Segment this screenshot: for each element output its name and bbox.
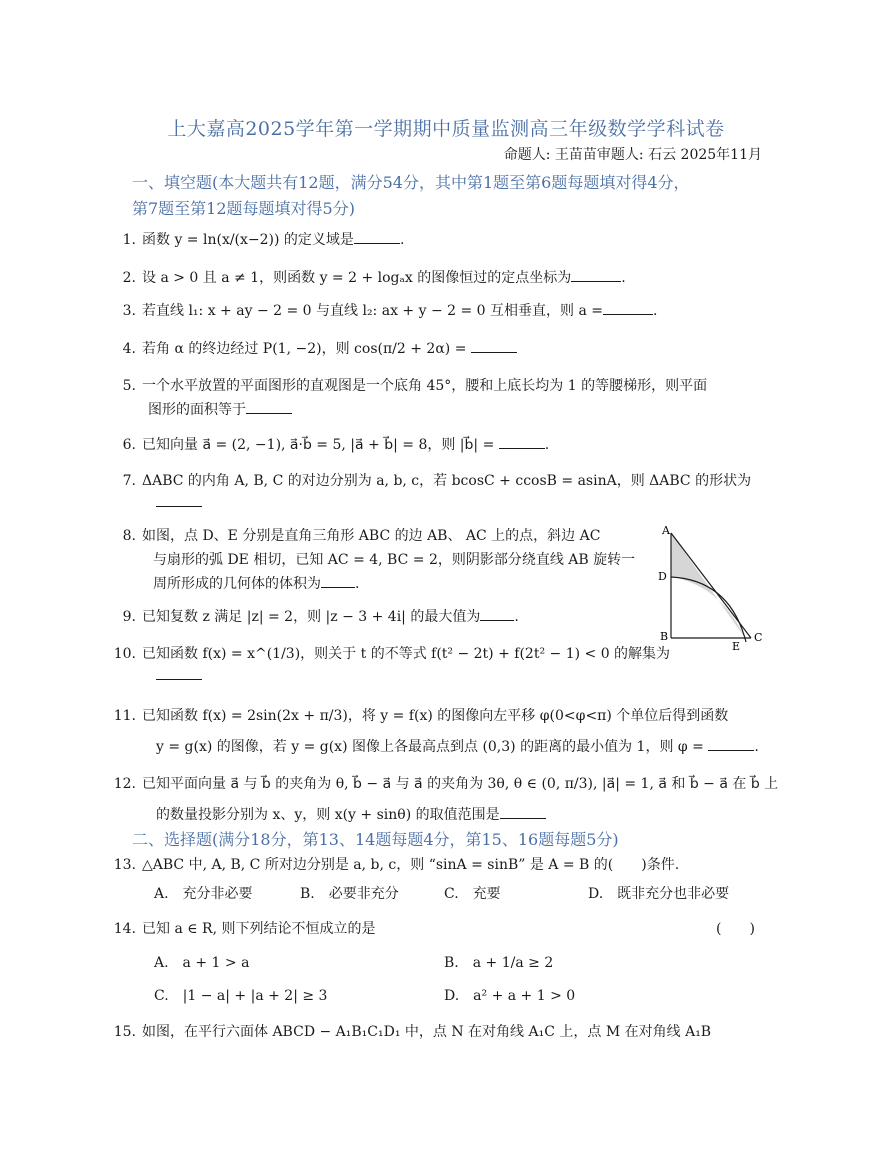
question-text: 如图，点 D、E 分别是直角三角形 ABC 的边 AB、 AC 上的点，斜边 AC bbox=[142, 528, 601, 544]
question-9: 9. 已知复数 z 满足 |z| = 2，则 |z − 3 + 4i| 的最大值为 . bbox=[110, 606, 519, 626]
question-number: 9. bbox=[122, 609, 136, 625]
question-7 bbox=[110, 470, 751, 490]
question-text: ΔABC 的内角 A, B, C 的对边分别为 a, b, c，若 bcosC + ccosB = asinA，则 ΔABC 的形状为 bbox=[142, 473, 752, 489]
question-8 bbox=[110, 525, 600, 545]
question-4 bbox=[110, 338, 517, 358]
question-text: 图形的面积等于 bbox=[148, 402, 246, 418]
question-number: 11. bbox=[113, 708, 136, 724]
answer-blank bbox=[354, 231, 400, 244]
question-number: 13. bbox=[113, 857, 136, 873]
page-title: 上大嘉高2025学年第一学期期中质量监测高三年级数学学科试卷 bbox=[167, 118, 725, 140]
answer-blank bbox=[571, 269, 621, 282]
question-text: 若直线 l₁: x + ay − 2 = 0 与直线 l₂: ax + y − 2 = 0 互相垂直，则 a = bbox=[142, 303, 604, 319]
label-d: D bbox=[658, 570, 667, 583]
shaded-region bbox=[671, 533, 745, 638]
question-number: 4. bbox=[122, 341, 136, 357]
question-text: △ABC 中, A, B, C 所对边分别是 a, b, c，则 “sinA = sinB” 是 A = B 的( )条件. bbox=[142, 857, 680, 873]
question-number: 6. bbox=[122, 437, 136, 453]
question-text: 与扇形的弧 DE 相切，已知 AC = 4, BC = 2，则阴影部分绕直线 AB 旋转一 bbox=[153, 552, 636, 568]
answer-blank bbox=[156, 667, 202, 680]
question-number: 15. bbox=[113, 1024, 136, 1040]
question-number: 14. bbox=[113, 921, 136, 937]
question-14 bbox=[110, 918, 376, 938]
q13-option-d[interactable]: D. 既非充分也非必要 bbox=[588, 886, 730, 902]
question-number: 3. bbox=[122, 303, 136, 319]
question-text: 已知平面向量 a⃗ 与 b⃗ 的夹角为 θ, b⃗ − a⃗ 与 a⃗ 的夹角为 3θ, θ ∈ (0, π/3), |a⃗| = 1, a⃗ 和 b⃗ − a⃗ 在 b⃗ 上 bbox=[142, 776, 779, 792]
question-7-line2 bbox=[156, 494, 202, 511]
q14-option-d[interactable]: D. a² + a + 1 > 0 bbox=[444, 988, 576, 1004]
answer-blank bbox=[480, 608, 514, 621]
label-e: E bbox=[732, 640, 741, 650]
question-text: 已知向量 a⃗ = (2, −1), a⃗·b⃗ = 5, |a⃗ + b⃗| = 8，则 |b⃗| = bbox=[142, 437, 495, 453]
question-text: 若角 α 的终边经过 P(1, −2)，则 cos(π/2 + 2α) = bbox=[142, 341, 467, 357]
question-12 bbox=[110, 773, 778, 793]
byline: 命题人: 王苗苗审题人: 石云 2025年11月 bbox=[503, 147, 762, 163]
question-text: 已知函数 f(x) = x^(1/3)，则关于 t 的不等式 f(t² − 2t) + f(2t² − 1) < 0 的解集为 bbox=[142, 646, 671, 662]
answer-blank bbox=[603, 302, 653, 315]
section-1-heading-line2: 第7题至第12题每题填对得5分) bbox=[132, 199, 355, 218]
section-1-heading-line1: 一、填空题(本大题共有12题，满分54分，其中第1题至第6题每题填对得4分， bbox=[132, 173, 690, 192]
q13-option-b[interactable]: B. 必要非充分 bbox=[300, 886, 399, 902]
label-c: C bbox=[754, 631, 763, 644]
q14-option-b[interactable]: B. a + 1/a ≥ 2 bbox=[444, 955, 554, 971]
question-5 bbox=[110, 375, 707, 395]
q13-option-a[interactable]: A. 充分非必要 bbox=[154, 886, 253, 902]
question-12-line2 bbox=[156, 804, 546, 824]
question-text: 一个水平放置的平面图形的直观图是一个底角 45°，腰和上底长均为 1 的等腰梯形，则平面 bbox=[142, 378, 708, 394]
question-number: 5. bbox=[122, 378, 136, 394]
question-number: 7. bbox=[122, 473, 136, 489]
question-8-line2 bbox=[153, 549, 635, 569]
question-6: 6. 已知向量 a⃗ = (2, −1), a⃗·b⃗ = 5, |a⃗ + b⃗| = 8，则 |b⃗| = . bbox=[110, 434, 549, 454]
question-13 bbox=[110, 854, 679, 874]
question-8-line3: 周所形成的几何体的体积为 . bbox=[153, 576, 360, 592]
question-number: 2. bbox=[122, 270, 136, 286]
arc-de bbox=[671, 577, 746, 642]
q14-answer-paren: ( ) bbox=[716, 921, 755, 937]
question-number: 10. bbox=[113, 646, 136, 662]
answer-blank bbox=[471, 340, 517, 353]
q14-option-c[interactable]: C. |1 − a| + |a + 2| ≥ 3 bbox=[154, 988, 328, 1004]
question-number: 12. bbox=[113, 776, 136, 792]
question-number: 1. bbox=[122, 232, 136, 248]
answer-blank bbox=[708, 738, 754, 751]
question-text: 设 a > 0 且 a ≠ 1，则函数 y = 2 + logₐx 的图像恒过的定点坐标为 bbox=[142, 270, 572, 286]
question-2: 2. 设 a > 0 且 a ≠ 1，则函数 y = 2 + logₐx 的图像恒过的定点坐标为 . bbox=[110, 267, 626, 287]
question-11 bbox=[110, 705, 728, 725]
answer-blank bbox=[246, 401, 292, 414]
section-2-heading: 二、选择题(满分18分，第13、14题每题4分，第15、16题每题5分) bbox=[132, 830, 619, 849]
question-number: 8. bbox=[122, 528, 136, 544]
question-1: 1. 函数 y = ln(x/(x−2)) 的定义域是 . bbox=[110, 229, 404, 249]
question-text: 已知 a ∈ R, 则下列结论不恒成立的是 bbox=[142, 921, 376, 937]
q13-option-c[interactable]: C. 充要 bbox=[444, 886, 501, 902]
question-text: 函数 y = ln(x/(x−2)) 的定义域是 bbox=[142, 232, 354, 248]
question-5-line2 bbox=[148, 399, 292, 419]
question-text: y = g(x) 的图像，若 y = g(x) 图像上各最高点到点 (0,3) 的距离的最小值为 1，则 φ = bbox=[156, 739, 704, 755]
question-text: 已知函数 f(x) = 2sin(2x + π/3)，将 y = f(x) 的图像向左平移 φ(0<φ<π) 个单位后得到函数 bbox=[142, 708, 729, 724]
question-11-line2: y = g(x) 的图像，若 y = g(x) 图像上各最高点到点 (0,3) 的距离的最小值为 1，则 φ = . bbox=[156, 739, 759, 755]
question-text: 已知复数 z 满足 |z| = 2，则 |z − 3 + 4i| 的最大值为 bbox=[142, 609, 481, 625]
question-15 bbox=[110, 1021, 711, 1041]
question-text: 周所形成的几何体的体积为 bbox=[153, 576, 321, 592]
answer-blank bbox=[500, 806, 546, 819]
triangle-sector-figure bbox=[650, 522, 770, 650]
label-a: A bbox=[662, 524, 670, 537]
question-10-line2 bbox=[156, 667, 202, 684]
q14-option-a[interactable]: A. a + 1 > a bbox=[154, 955, 250, 971]
answer-blank bbox=[499, 436, 545, 449]
answer-blank bbox=[156, 494, 202, 507]
label-b: B bbox=[660, 630, 669, 643]
answer-blank bbox=[321, 575, 355, 588]
question-text: 如图，在平行六面体 ABCD − A₁B₁C₁D₁ 中，点 N 在对角线 A₁C 上，点 M 在对角线 A₁B bbox=[142, 1024, 712, 1040]
question-text: 的数量投影分别为 x、y，则 x(y + sinθ) 的取值范围是 bbox=[156, 807, 500, 823]
question-10 bbox=[110, 643, 670, 663]
question-3: 3. 若直线 l₁: x + ay − 2 = 0 与直线 l₂: ax + y − 2 = 0 互相垂直，则 a = . bbox=[110, 300, 657, 320]
